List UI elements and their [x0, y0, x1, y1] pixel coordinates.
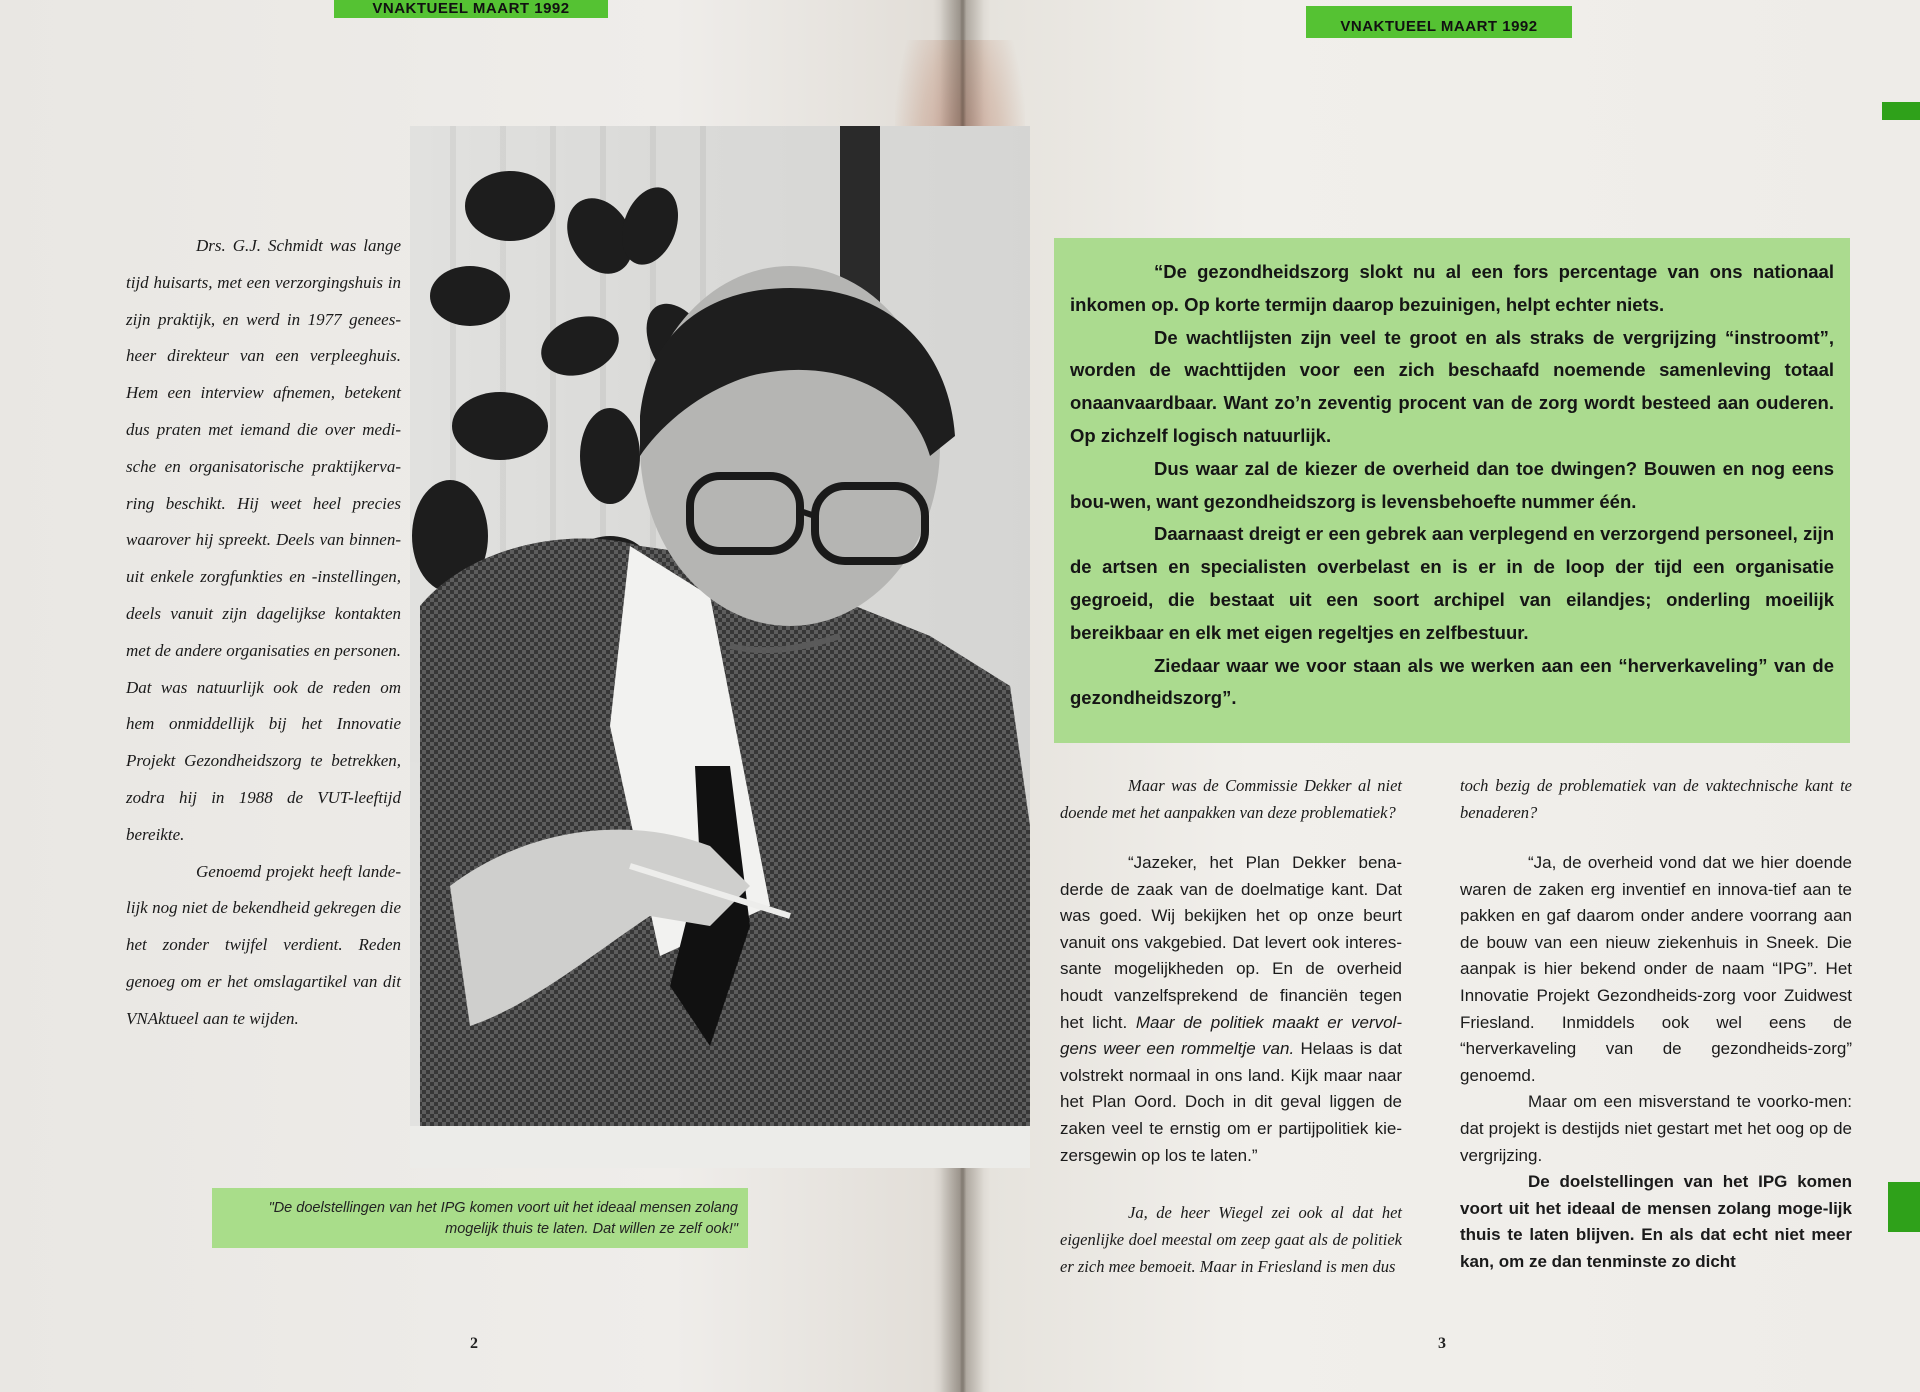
interview-question: Maar was de Commissie Dekker al niet doende met het aanpakken van deze problematiek? — [1060, 776, 1402, 822]
portrait-illustration — [410, 126, 1030, 1168]
quote-box — [1054, 238, 1850, 743]
quote-paragraph: Daarnaast dreigt er een gebrek aan verplegend en verzorgend personeel, zijn de artsen en specialisten overbelast en is er in de loop der tijd een organisatie gegroeid, die bestaat uit een soort archipel van eilandjes; onderling moeilijk bereikbaar en elk met eigen regeltjes en zelfbestuur. — [1070, 523, 1834, 643]
interview-answer: Maar om een misverstand te voorko-men: dat projekt is destijds niet gestart met het oog op de vergrijzing. — [1460, 1092, 1852, 1165]
photo-caption: "De doelstellingen van het IPG komen voort uit het ideaal mensen zolang mogelijk thuis te laten. Dat willen ze zelf ook!" — [212, 1188, 748, 1248]
intro-text — [126, 228, 401, 1038]
intro-paragraph: Drs. G.J. Schmidt was lange tijd huisarts, met een verzorgingshuis in zijn praktijk, en werd in 1977 genees-heer direkteur van een verpleeghuis. Hem een interview afnemen, betekent dus praten met iemand die over medi-sche en organisatorische praktijkerva-ring beschikt. Hij weet heel precies waarover hij spreekt. Deels van binnen-uit enkele zorgfunkties en -instellingen, deels vanuit zijn dagelijkse kontakten met de andere organisaties en personen. Dat was natuurlijk ook de reden om hem onmiddellijk bij het Innovatie Projekt Gezondheidszorg te betrekken, zodra hij in 1988 de VUT-leeftijd bereikte. — [126, 236, 401, 844]
interview-answer — [1060, 850, 1402, 1169]
portrait-photo — [410, 126, 1030, 1168]
header-tag-left: VNAKTUEEL MAART 1992 — [334, 0, 608, 18]
green-edge-tab-bottom — [1888, 1182, 1920, 1232]
page-number-right: 3 — [1438, 1335, 1446, 1352]
green-edge-tab-top — [1882, 102, 1920, 120]
intro-paragraph: Genoemd projekt heeft lande-lijk nog niet de bekendheid gekregen die het zonder twijfel verdient. Reden genoeg om er het omslagartikel van dit VNAktueel aan te wijden. — [126, 861, 401, 1028]
quote-paragraph: De wachtlijsten zijn veel te groot en als straks de vergrijzing “instroomt”, worden de wachttijden voor een zich beschaafd noemende samenleving totaal onaanvaardbaar. Want zo’n zeventig procent van de zorg wordt besteed aan ouderen. Op zichzelf logisch natuurlijk. — [1070, 326, 1834, 446]
quote-paragraph: Dus waar zal de kiezer de overheid dan toe dwingen? Bouwen en nog eens bou-wen, want gezondheidszorg is levensbehoefte nummer één. — [1070, 457, 1834, 512]
article-column-1 — [1060, 772, 1402, 1280]
quote-paragraph: “De gezondheidszorg slokt nu al een fors percentage van ons nationaal inkomen op. Op korte termijn daarop bezuinigen, helpt echter niets. — [1070, 261, 1834, 315]
answer-italic-text: Maar de politiek maakt er vervol-gens weer een rommeltje van. — [1060, 1012, 1402, 1059]
article-column-2 — [1460, 772, 1852, 1276]
interview-answer-bold: De doelstellingen van het IPG komen voort uit het ideaal de mensen zolang moge-lijk thuis te laten blijven. En als dat echt niet meer kan, om ze dan tenminste zo dicht — [1460, 1172, 1852, 1271]
quote-paragraph: Ziedaar waar we voor staan als we werken aan een “herverkaveling” van de gezondheidszorg”. — [1070, 654, 1834, 709]
interview-question-continued: toch bezig de problematiek van de vaktechnische kant te benaderen? — [1460, 776, 1852, 822]
page-number-left: 2 — [470, 1335, 478, 1352]
answer-text: “Jazeker, het Plan Dekker bena-derde de zaak van de doelmatige kant. Dat was goed. Wij bekijken het op onze beurt vanuit ons vakgebied. Dat levert ook interes-sante mogelijkheden op. En de overheid houdt vanzelfsprekend de financiën tegen het licht. — [1060, 853, 1402, 1032]
interview-question: Ja, de heer Wiegel zei ook al dat het eigenlijke doel meestal om zeep gaat als de politiek er zich mee bemoeit. Maar in Friesland is men dus — [1060, 1203, 1402, 1277]
answer-text: Helaas is dat volstrekt normaal in ons land. Kijk maar naar het Plan Oord. Doch in dit geval liggen de zaken veel te ernstig om er partijpolitiek kie-zersgewin op los te laten.” — [1060, 1039, 1402, 1165]
interview-answer: “Ja, de overheid vond dat we hier doende waren de zaken erg inventief en innova-tief aan te pakken en gaf daarom onder andere voorrang aan de bouw van een nieuw ziekenhuis in Sneek. Die aanpak is hier bekend onder de naam “IPG”. Het Innovatie Projekt Gezondheids-zorg voor Zuidwest Friesland. Inmiddels ook wel eens de “herverkaveling van de gezondheids-zorg” genoemd. — [1460, 853, 1852, 1085]
header-tag-right: VNAKTUEEL MAART 1992 — [1306, 6, 1572, 38]
